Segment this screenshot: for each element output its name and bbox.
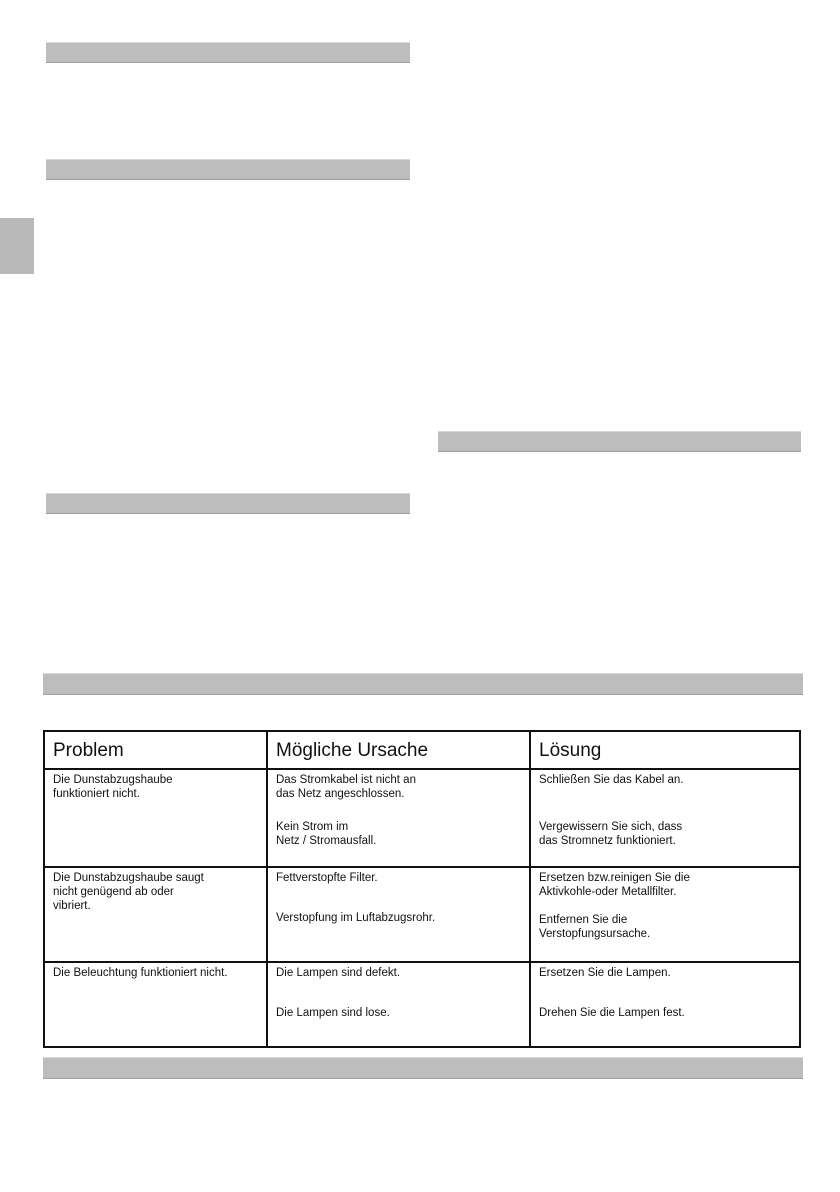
solution-text: Ersetzen Sie die Lampen. [539,967,671,979]
table-row [44,867,800,962]
troubleshooting-section-bar [43,673,803,695]
solution-cell [530,962,800,1047]
solution-text: Entfernen Sie die Verstopfungsursache. [539,914,651,940]
solution-text: Drehen Sie die Lampen fest. [539,1007,685,1019]
section-bar-1 [46,42,410,63]
cause-cell [267,769,530,867]
solution-text: Vergewissern Sie sich, dass das Stromnetz funktioniert. [539,821,683,847]
table-row [44,769,800,867]
chapter-tab [0,218,34,274]
problem-text: Die Beleuchtung funktioniert nicht. [53,967,228,979]
problem-cell [44,962,267,1047]
table-header-row [44,731,800,769]
header-solution: Lösung [530,731,800,769]
header-problem: Problem [44,731,267,769]
table-row [44,962,800,1047]
section-bar-3 [438,431,801,452]
troubleshooting-table [43,730,801,1048]
header-cause: Mögliche Ursache [267,731,530,769]
solution-text: Schließen Sie das Kabel an. [539,774,684,786]
cause-text: Die Lampen sind defekt. [276,967,401,979]
cause-cell [267,867,530,962]
cause-cell [267,962,530,1047]
cause-text: Kein Strom im Netz / Stromausfall. [276,821,377,847]
problem-text: Die Dunstabzugshaube funktioniert nicht. [53,774,173,800]
cause-text: Verstopfung im Luftabzugsrohr. [276,912,436,924]
problem-text: Die Dunstabzugshaube saugt nicht genügend ab oder vibriert. [53,872,204,912]
section-bar-bottom [43,1057,803,1079]
solution-cell [530,769,800,867]
solution-text: Ersetzen bzw.reinigen Sie die Aktivkohle-oder Metallfilter. [539,872,690,898]
cause-text: Fettverstopfte Filter. [276,872,378,884]
problem-cell [44,867,267,962]
section-bar-4 [46,493,410,514]
cause-text: Die Lampen sind lose. [276,1007,390,1019]
problem-cell [44,769,267,867]
cause-text: Das Stromkabel ist nicht an das Netz angeschlossen. [276,774,416,800]
solution-cell [530,867,800,962]
section-bar-2 [46,159,410,180]
